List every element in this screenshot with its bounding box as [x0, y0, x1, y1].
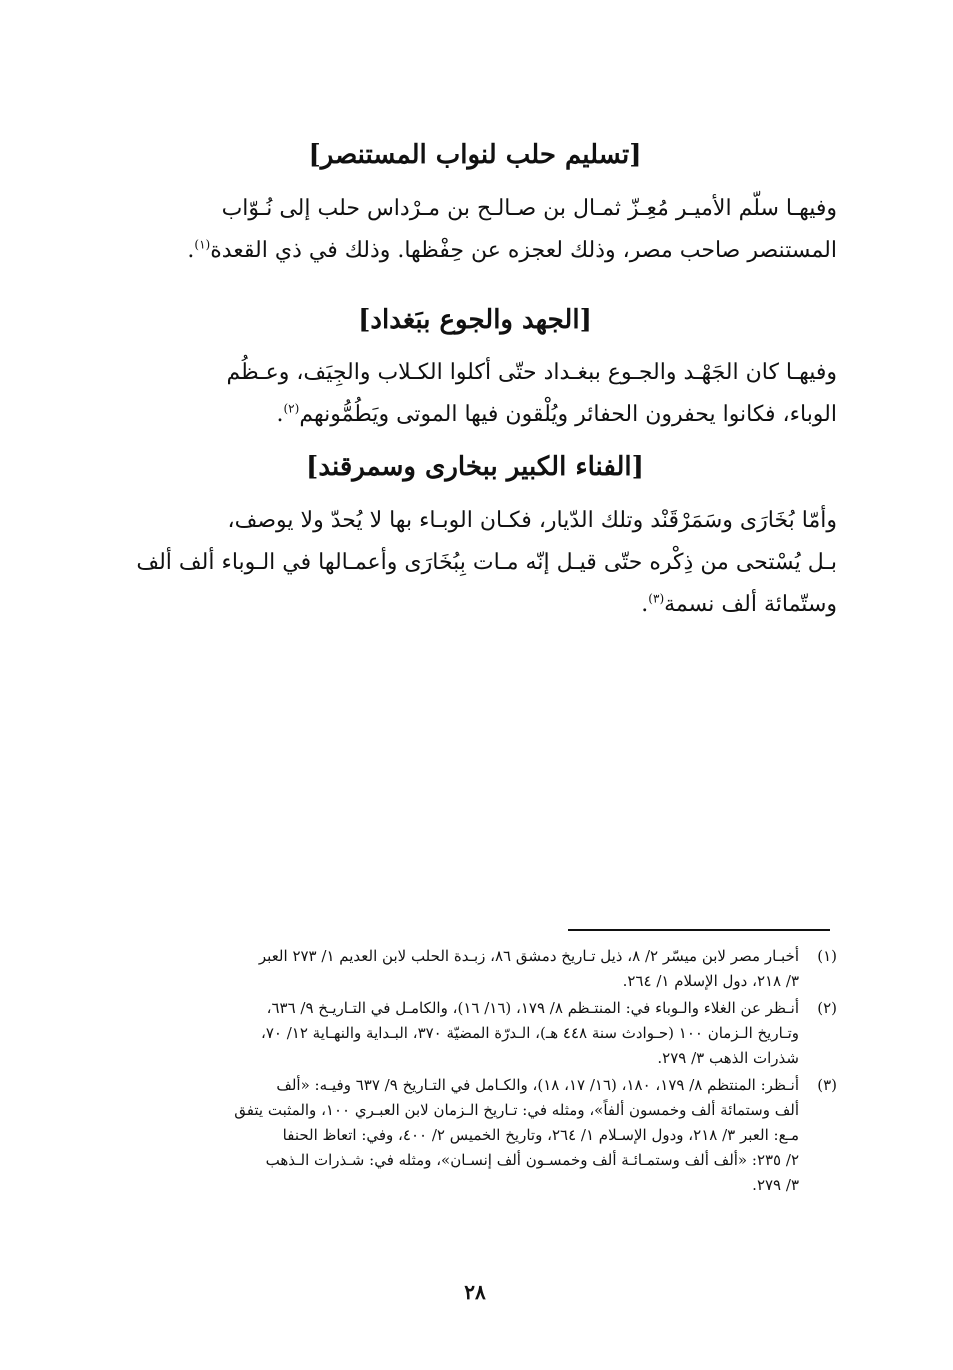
paragraph-line: بـل يُسْتحى من ذِكْره حتّى قيـل إنّه مـات بِبُخَارَى وأعمـالها في الـوباء ألف ألف [136, 550, 837, 575]
footnote-line: مـع: العبر ٣/ ٢١٨، ودول الإسـلام ١/ ٢٦٤، وتاريخ الخميس ٢/ ٤٠٠، وفي: اتعاظ الحنفا [282, 1126, 799, 1144]
footnote-line: شذرات الذهب ٣/ ٢٧٩. [657, 1049, 799, 1067]
footnote-line: ٣/ ٢١٨، دول الإسلام ١/ ٢٦٤. [622, 972, 799, 990]
footnote-number: (١) [817, 947, 837, 965]
footnote-ref: (٢) [283, 401, 300, 416]
paragraph-line: وأمّا بُخَارَى وسَمَرْقَنْد وتلك الدّيار، فكـان الوبـاء بها لا يُحدّ ولا يوصف، [227, 508, 837, 533]
paragraph-bukhara [112, 500, 837, 626]
paragraph-line: المستنصر صاحب مصر، وذلك لعجزه عن حِفْظها. وذلك في ذي القعدة$^{(١)}$. [187, 237, 837, 263]
footnote-ref: (١) [194, 237, 211, 252]
footnote-number: (٢) [817, 999, 837, 1017]
footnote-1 [112, 944, 837, 994]
paragraph-baghdad [112, 352, 837, 436]
footnote-line: أنـظر عن الغلاء والـوباء في: المنتـظم ٨/ ١٧٩، (١٦/ ١٦)، والكامـل في التـاريـخ ٩/ ٦٣٦، [266, 999, 799, 1017]
page-number: ٢٨ [464, 1280, 486, 1304]
footnote-line: أنـظر: المنتظم ٨/ ١٧٩، ١٨٠، (١٦/ ١٧، ١٨)، والكـامل في التـاريخ ٩/ ٦٣٧ وفيـه: «ألف [276, 1076, 799, 1094]
section-heading-baghdad: [الجهد والجوع ببَغداد] [358, 305, 592, 335]
section-heading-aleppo: [تسليم حلب لنواب المستنصر] [308, 140, 642, 170]
footnotes [112, 944, 837, 1200]
footnote-3 [112, 1073, 837, 1198]
footnote-line: ألف وستمائة ألف وخمسون ألفاً»، ومثله في: تـاريخ الـزمان لابن العبـري ١٠٠، والمثبت يتفق [234, 1101, 799, 1119]
paragraph-aleppo [112, 188, 837, 272]
footnote-2 [112, 996, 837, 1071]
paragraph-line: وستّمائة ألف نسمة$^{(٣)}$. [641, 591, 837, 617]
paragraph-line: وفيهـا كان الجَهْـد والجـوع ببغـداد حتّى أكلوا الكـلاب والجِيَف، وعـظُم [226, 360, 837, 385]
footnote-line: ٣/ ٢٧٩. [752, 1176, 799, 1194]
footnote-ref: (٣) [648, 591, 665, 606]
footnote-line: وتـاريخ الـزمان ١٠٠ (حـوادث سنة ٤٤٨ هـ)، الـدرّة المضيّة ٣٧٠، البـداية والنهـاية ١٢/ ٧٠، [260, 1024, 799, 1042]
paragraph-line: وفيهـا سلّم الأميـر مُعِـزّ ثمـال بن صـالـح بن مـرْداس حلب إلى نُـوّاب [221, 196, 837, 221]
footnote-line: ٢/ ٢٣٥: «ألف ألف وستمـائـة ألف وخمسـون ألف إنسـان»، ومثله في: شـذرات الـذهب [265, 1151, 799, 1169]
footnote-line: أخبـار مصر لابن ميسّر ٢/ ٨، ذيل تـاريخ دمشق ٨٦، زبـدة الحلب لابن العديم ١/ ٢٧٣ العبر [258, 947, 799, 965]
footnote-separator [568, 929, 830, 931]
section-heading-bukhara: [الفناء الكبير ببخارى وسمرقند] [306, 452, 644, 482]
footnote-number: (٣) [817, 1076, 837, 1094]
paragraph-line: الوباء، فكانوا يحفرون الحفائر ويُلْقون فيها الموتى ويَطُمُّونهم$^{(٢)}$. [276, 401, 837, 427]
